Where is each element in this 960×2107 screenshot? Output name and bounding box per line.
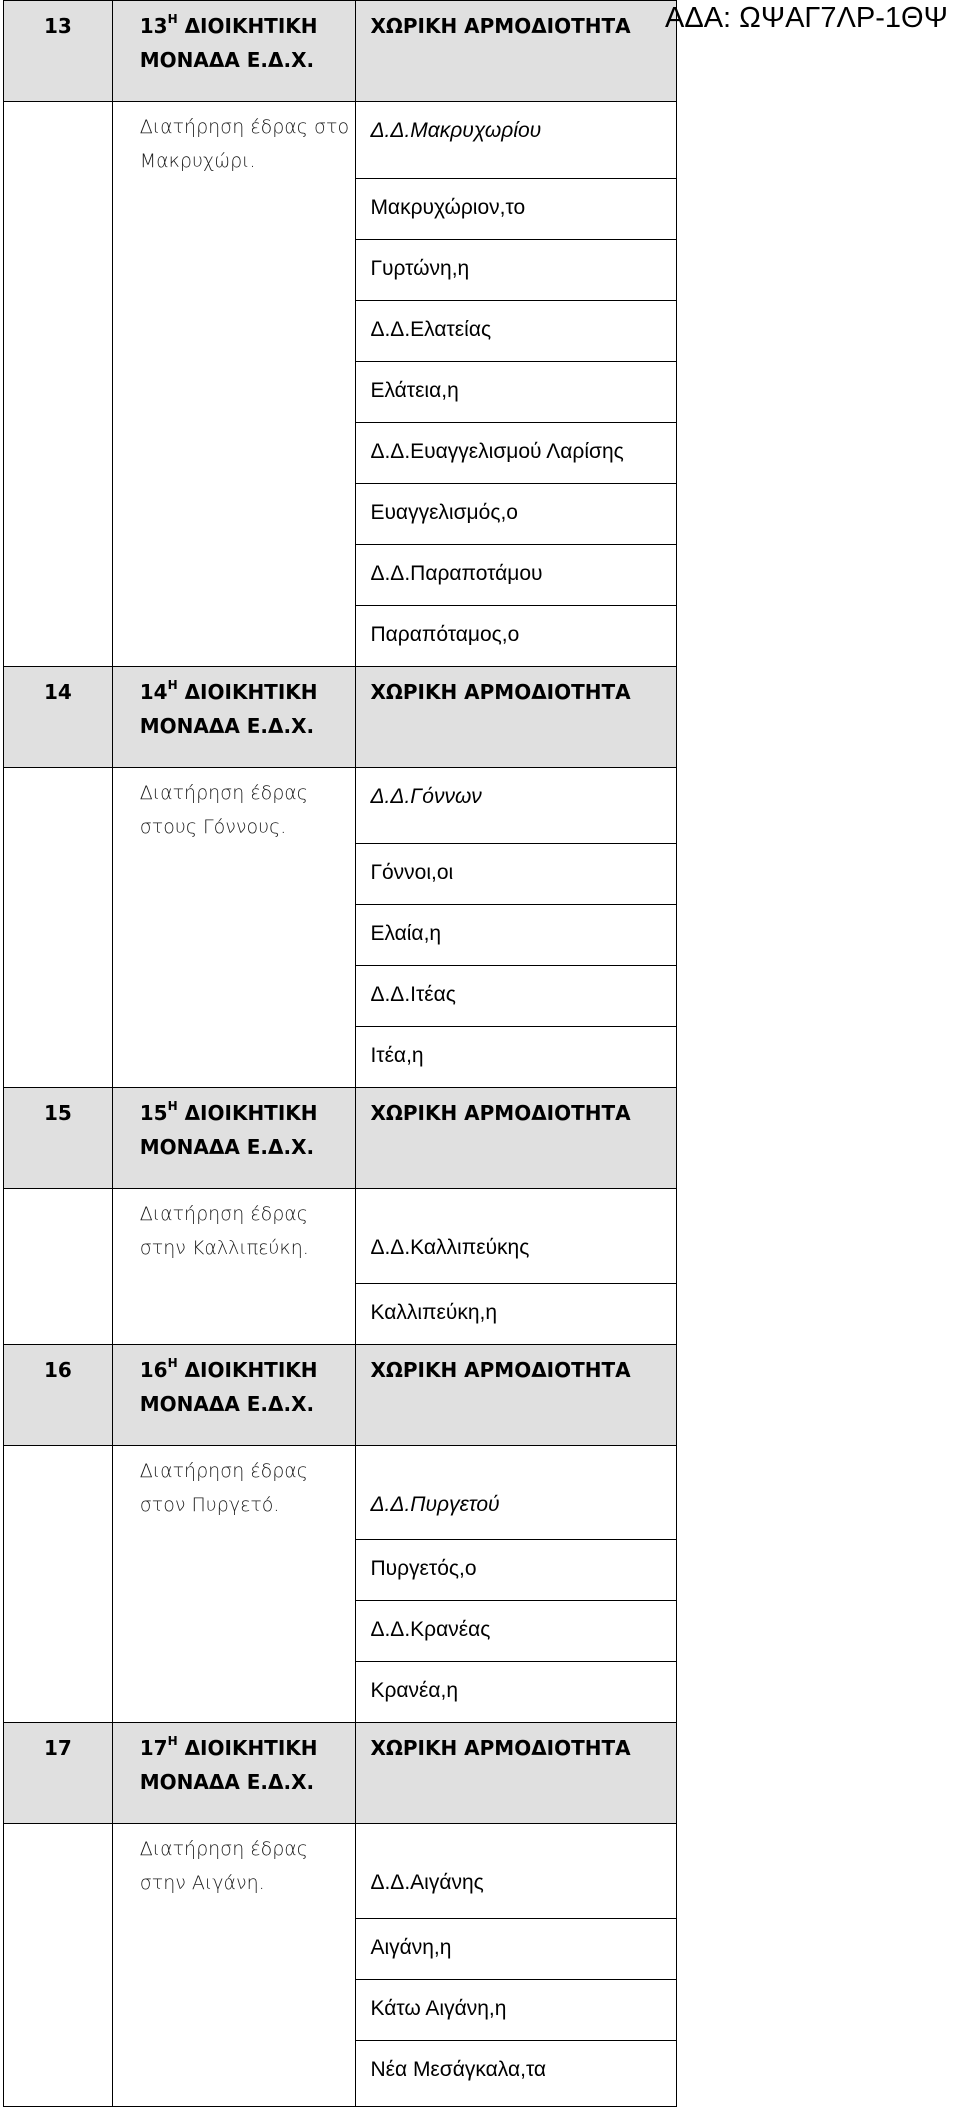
seat-description: Διατήρηση έδρας στους Γόννους.	[139, 781, 308, 838]
section-header-row	[4, 1, 677, 102]
place-cell	[356, 361, 677, 422]
place-name: Νέα Μεσάγκαλα,τα	[370, 2057, 547, 2081]
area-header: ΧΩΡΙΚΗ ΑΡΜΟΔΙΟΤΗΤΑ	[370, 1357, 631, 1382]
area-header-cell	[356, 1723, 677, 1824]
unit-ordinal: 16	[139, 1357, 168, 1382]
seat-description: Διατήρηση έδρας στην Αιγάνη.	[139, 1838, 308, 1894]
place-row	[4, 1918, 677, 1979]
place-cell	[356, 422, 677, 483]
description-cell	[112, 1540, 356, 1601]
place-name: Δ.Δ.Ευαγγελισμού Λαρίσης	[370, 439, 624, 463]
place-name: Μακρυχώριον,το	[370, 195, 526, 219]
unit-ordinal: 15	[139, 1101, 168, 1125]
place-name: Παραπόταμος,ο	[370, 622, 520, 646]
place-row	[4, 2040, 677, 2107]
place-row	[4, 605, 677, 666]
area-header: ΧΩΡΙΚΗ ΑΡΜΟΔΙΟΤΗΤΑ	[370, 1101, 631, 1125]
area-header-cell	[356, 666, 677, 767]
unit-name: ΔΙΟΙΚΗΤΙΚΗ ΜΟΝΑΔΑ Ε.Δ.Χ.	[139, 1101, 318, 1159]
place-cell	[356, 544, 677, 605]
place-row	[4, 844, 677, 905]
section-header-row	[4, 1088, 677, 1189]
place-name: Δ.Δ.Κρανέας	[370, 1618, 491, 1641]
place-name: Αιγάνη,η	[370, 1935, 452, 1959]
description-cell	[112, 300, 356, 361]
section-number-cell	[4, 1344, 113, 1445]
place-name: Δ.Δ.Παραποτάμου	[370, 561, 543, 585]
place-cell	[356, 1979, 677, 2040]
place-cell	[356, 483, 677, 544]
empty-number-cell	[4, 1189, 113, 1284]
place-cell	[356, 1283, 677, 1344]
unit-ordinal: 14	[139, 679, 168, 704]
place-cell	[356, 605, 677, 666]
place-cell	[356, 178, 677, 239]
place-cell	[356, 1918, 677, 1979]
place-row	[4, 1824, 677, 1919]
empty-number-cell	[4, 1445, 113, 1540]
place-row	[4, 767, 677, 844]
description-cell	[112, 2040, 356, 2107]
empty-number-cell	[4, 544, 113, 605]
place-name: Καλλιπεύκη,η	[370, 1300, 498, 1324]
section-number-cell	[4, 1088, 113, 1189]
place-row	[4, 1601, 677, 1662]
place-name: Δ.Δ.Ελατείας	[370, 317, 492, 341]
empty-number-cell	[4, 605, 113, 666]
empty-number-cell	[4, 361, 113, 422]
place-cell	[356, 1540, 677, 1601]
place-cell	[356, 102, 677, 179]
place-cell	[356, 239, 677, 300]
section-number: 14	[43, 679, 72, 704]
description-cell	[112, 767, 356, 844]
place-name: Δ.Δ.Αιγάνης	[370, 1871, 484, 1894]
place-row	[4, 905, 677, 966]
place-cell	[356, 300, 677, 361]
place-name: Πυργετός,ο	[370, 1557, 477, 1580]
section-number: 16	[43, 1357, 72, 1382]
empty-number-cell	[4, 178, 113, 239]
place-cell	[356, 1027, 677, 1088]
description-cell	[112, 1027, 356, 1088]
empty-number-cell	[4, 483, 113, 544]
empty-number-cell	[4, 239, 113, 300]
place-row	[4, 483, 677, 544]
empty-number-cell	[4, 1662, 113, 1723]
place-row	[4, 1662, 677, 1723]
ada-watermark: ΑΔΑ: ΩΨΑΓ7ΛΡ-1ΘΨ	[665, 2, 948, 34]
area-header: ΧΩΡΙΚΗ ΑΡΜΟΔΙΟΤΗΤΑ	[370, 14, 631, 38]
place-cell	[356, 1189, 677, 1284]
empty-number-cell	[4, 1979, 113, 2040]
place-name: Δ.Δ.Ιτέας	[370, 983, 456, 1006]
unit-name: ΔΙΟΙΚΗΤΙΚΗ ΜΟΝΑΔΑ Ε.Δ.Χ.	[139, 14, 318, 72]
description-cell	[112, 1824, 356, 1919]
section-header-row	[4, 666, 677, 767]
empty-number-cell	[4, 905, 113, 966]
area-header: ΧΩΡΙΚΗ ΑΡΜΟΔΙΟΤΗΤΑ	[370, 679, 631, 704]
empty-number-cell	[4, 1283, 113, 1344]
place-row	[4, 178, 677, 239]
empty-number-cell	[4, 422, 113, 483]
place-name: Κάτω Αιγάνη,η	[370, 1996, 507, 2020]
description-cell	[112, 605, 356, 666]
place-cell	[356, 2040, 677, 2107]
empty-number-cell	[4, 966, 113, 1027]
unit-ordinal-suffix: Η	[167, 1734, 178, 1748]
empty-number-cell	[4, 1027, 113, 1088]
seat-description: Διατήρηση έδρας στο Μακρυχώρι.	[139, 116, 350, 172]
place-row	[4, 361, 677, 422]
unit-ordinal-suffix: Η	[167, 677, 178, 692]
description-cell	[112, 1979, 356, 2040]
area-header-cell	[356, 1, 677, 102]
place-cell	[356, 1824, 677, 1919]
section-number-cell	[4, 666, 113, 767]
place-row	[4, 1540, 677, 1601]
unit-name-cell	[112, 666, 356, 767]
area-header: ΧΩΡΙΚΗ ΑΡΜΟΔΙΟΤΗΤΑ	[370, 1736, 631, 1760]
place-name: Ιτέα,η	[370, 1044, 424, 1067]
place-row	[4, 239, 677, 300]
place-name: Δ.Δ.Πυργετού	[370, 1492, 500, 1516]
place-row	[4, 1189, 677, 1284]
description-cell	[112, 1601, 356, 1662]
description-cell	[112, 483, 356, 544]
place-row	[4, 1283, 677, 1344]
place-row	[4, 966, 677, 1027]
description-cell	[112, 1662, 356, 1723]
description-cell	[112, 1445, 356, 1540]
place-row	[4, 544, 677, 605]
section-number-cell	[4, 1723, 113, 1824]
place-row	[4, 422, 677, 483]
description-cell	[112, 239, 356, 300]
place-cell	[356, 966, 677, 1027]
place-row	[4, 1979, 677, 2040]
description-cell	[112, 844, 356, 905]
section-header-row	[4, 1344, 677, 1445]
unit-ordinal-suffix: Η	[167, 1099, 178, 1113]
place-name: Γυρτώνη,η	[370, 256, 470, 280]
area-header-cell	[356, 1088, 677, 1189]
unit-ordinal: 17	[139, 1736, 168, 1760]
unit-name: ΔΙΟΙΚΗΤΙΚΗ ΜΟΝΑΔΑ Ε.Δ.Χ.	[139, 679, 318, 738]
place-name: Δ.Δ.Καλλιπεύκης	[370, 1236, 530, 1259]
description-cell	[112, 422, 356, 483]
place-cell	[356, 767, 677, 844]
description-cell	[112, 1918, 356, 1979]
place-cell	[356, 1662, 677, 1723]
unit-name-cell	[112, 1, 356, 102]
place-row	[4, 1445, 677, 1540]
section-number: 15	[43, 1101, 72, 1125]
empty-number-cell	[4, 2040, 113, 2107]
description-cell	[112, 361, 356, 422]
empty-number-cell	[4, 1540, 113, 1601]
place-cell	[356, 844, 677, 905]
place-row	[4, 102, 677, 179]
place-row	[4, 1027, 677, 1088]
unit-name-cell	[112, 1088, 356, 1189]
seat-description: Διατήρηση έδρας στην Καλλιπεύκη.	[139, 1203, 309, 1259]
unit-ordinal-suffix: Η	[167, 12, 178, 26]
unit-ordinal: 13	[139, 14, 168, 38]
place-name: Ελαία,η	[370, 922, 442, 945]
unit-name-cell	[112, 1723, 356, 1824]
description-cell	[112, 178, 356, 239]
place-name: Δ.Δ.Μακρυχωρίου	[370, 119, 542, 142]
area-header-cell	[356, 1344, 677, 1445]
empty-number-cell	[4, 1824, 113, 1919]
description-cell	[112, 905, 356, 966]
unit-ordinal-suffix: Η	[167, 1355, 178, 1370]
description-cell	[112, 966, 356, 1027]
empty-number-cell	[4, 767, 113, 844]
place-row	[4, 300, 677, 361]
unit-name: ΔΙΟΙΚΗΤΙΚΗ ΜΟΝΑΔΑ Ε.Δ.Χ.	[139, 1736, 318, 1794]
place-cell	[356, 1445, 677, 1540]
unit-name: ΔΙΟΙΚΗΤΙΚΗ ΜΟΝΑΔΑ Ε.Δ.Χ.	[139, 1357, 318, 1416]
place-cell	[356, 1601, 677, 1662]
description-cell	[112, 1283, 356, 1344]
place-name: Ελάτεια,η	[370, 378, 459, 402]
place-name: Δ.Δ.Γόννων	[370, 784, 482, 808]
seat-description: Διατήρηση έδρας στον Πυργετό.	[139, 1459, 308, 1516]
empty-number-cell	[4, 1918, 113, 1979]
place-name: Ευαγγελισμός,ο	[370, 500, 518, 524]
place-cell	[356, 905, 677, 966]
unit-name-cell	[112, 1344, 356, 1445]
section-number-cell	[4, 1, 113, 102]
empty-number-cell	[4, 102, 113, 179]
section-number: 17	[43, 1736, 72, 1760]
section-number: 13	[43, 14, 72, 38]
section-header-row	[4, 1723, 677, 1824]
empty-number-cell	[4, 1601, 113, 1662]
description-cell	[112, 1189, 356, 1284]
description-cell	[112, 544, 356, 605]
place-name: Κρανέα,η	[370, 1679, 459, 1702]
description-cell	[112, 102, 356, 179]
empty-number-cell	[4, 844, 113, 905]
empty-number-cell	[4, 300, 113, 361]
place-name: Γόννοι,οι	[370, 861, 454, 884]
jurisdiction-table	[3, 0, 677, 2107]
